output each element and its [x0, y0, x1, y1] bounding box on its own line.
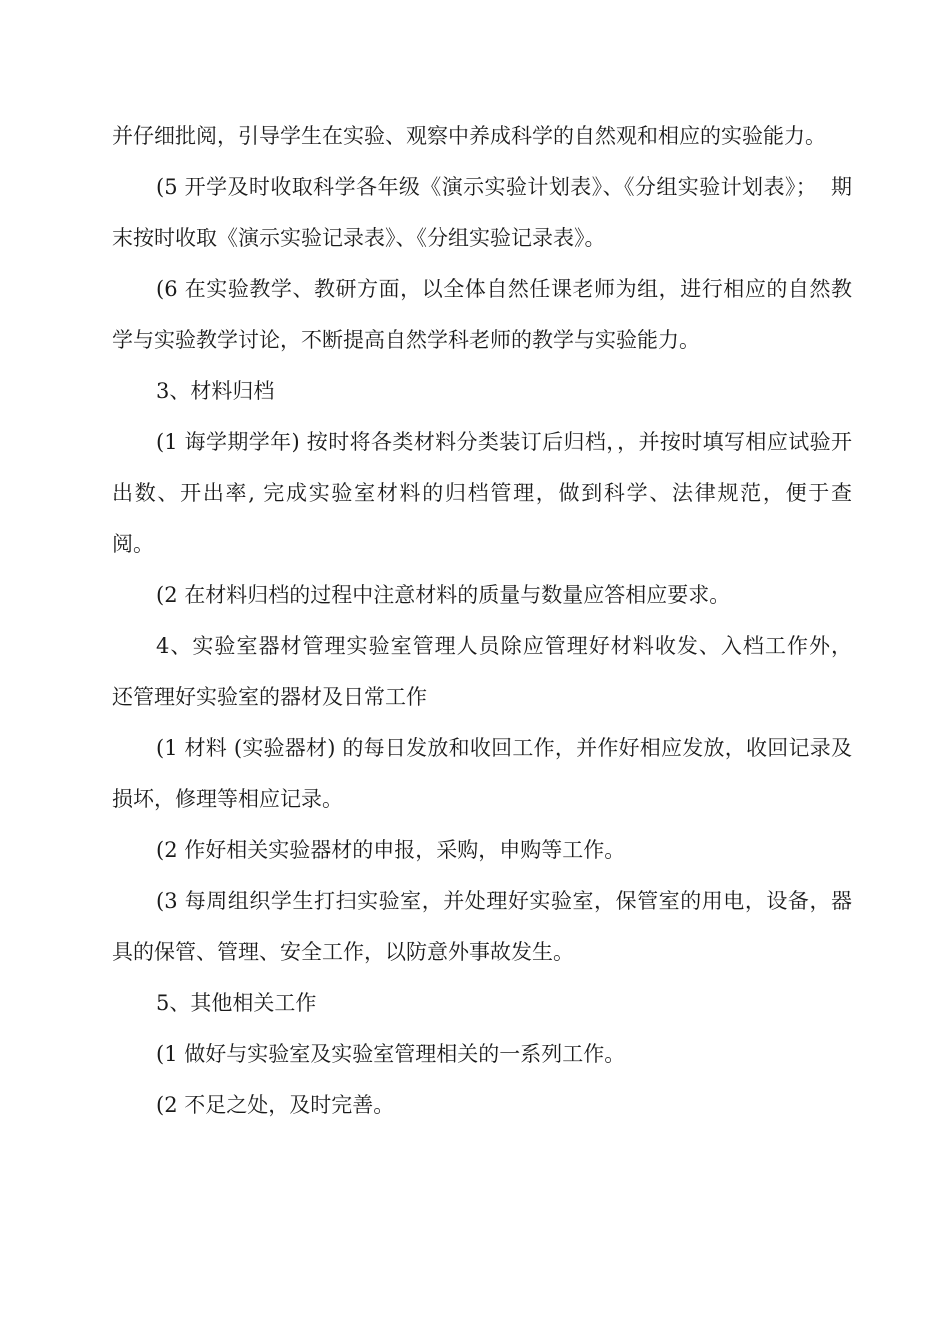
paragraph-equipment-item-1: (1 材料 (实验器材) 的每日发放和收回工作，并作好相应发放，收回记录及损坏，修理等相应记录。 — [112, 736, 852, 811]
paragraph-archive-item-2: (2 在材料归档的过程中注意材料的质量与数量应答相应要求。 — [156, 583, 731, 607]
paragraph-equipment-item-3: (3 每周组织学生打扫实验室，并处理好实验室，保管室的用电，设备，器具的保管、管理、安全工作，以防意外事故发生。 — [112, 889, 852, 964]
section-heading-other-work: 5、其他相关工作 — [156, 991, 317, 1015]
section-heading-materials-archive: 3、材料归档 — [156, 379, 275, 403]
paragraph-other-item-2: (2 不足之处，及时完善。 — [156, 1093, 395, 1117]
paragraph-archive-item-1: (1 诲学期学年) 按时将各类材料分类装订后归档，，并按时填写相应试验开出数、开出率, 完成实验室材料的归档管理，做到科学、法律规范，便于查 阅。 — [112, 430, 866, 556]
paragraph-equipment-item-2: (2 作好相关实验器材的申报，采购，申购等工作。 — [156, 838, 626, 862]
paragraph-item-6: (6 在实验教学、教研方面，以全体自然任课老师为组，进行相应的自然教学与实验教学讨论，不断提高自然学科老师的教学与实验能力。 — [112, 277, 852, 352]
section-heading-equipment-management: 4、实验室器材管理实验室管理人员除应管理好材料收发、入档工作外， 还管理好实验室的器材及日常工作 — [112, 634, 866, 709]
document-body — [112, 111, 866, 1131]
paragraph-item-5: (5 开学及时收取科学各年级《演示实验计划表》、《分组实验计划表》； 期末按时收取《演示实验记录表》、《分组实验记录表》。 — [112, 175, 852, 250]
paragraph-other-item-1: (1 做好与实验室及实验室管理相关的一系列工作。 — [156, 1042, 626, 1066]
paragraph-continuation: 并仔细批阅，引导学生在实验、观察中养成科学的自然观和相应的实验能力。 — [112, 124, 826, 148]
